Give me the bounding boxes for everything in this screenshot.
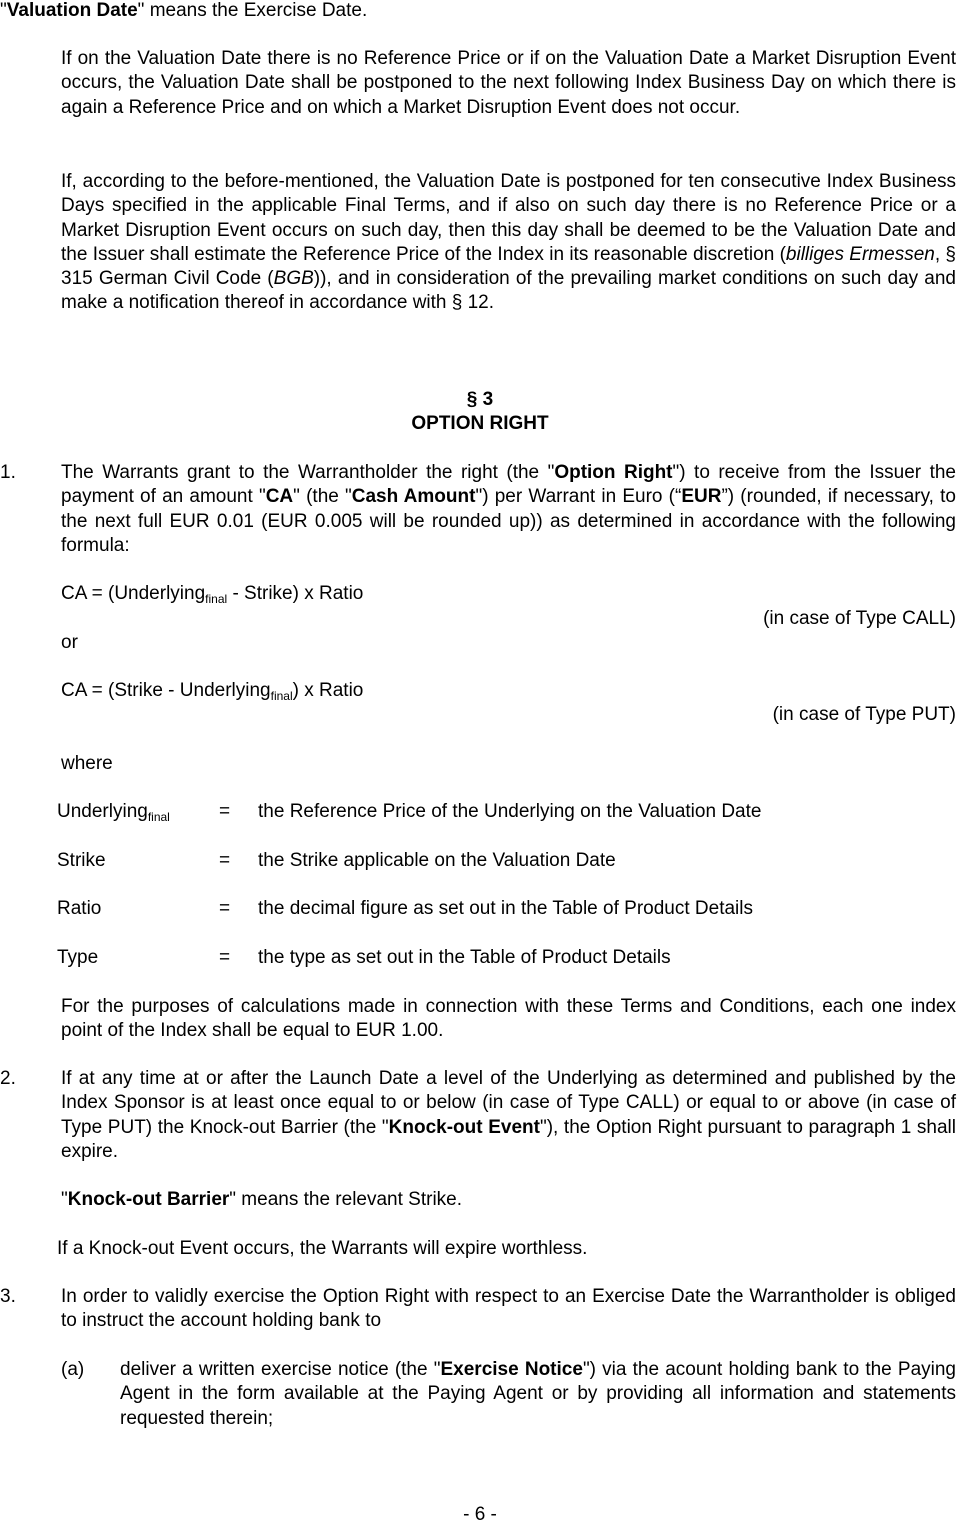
- item-2-text: [61, 1067, 956, 1164]
- item-2-t2: "), the Option Right pursuant to paragraph 1 shall expire.: [61, 1116, 956, 1162]
- def-term-underlying: [57, 800, 170, 824]
- worthless-sentence: If a Knock-out Event occurs, the Warrants will expire worthless.: [57, 1238, 588, 1259]
- def-term-type: Type: [57, 947, 99, 968]
- billiges-ermessen: billiges Ermessen: [785, 243, 935, 265]
- formula-call-sub: final: [205, 592, 228, 606]
- item-1-t3: " (the ": [293, 486, 352, 508]
- postponement-paragraph: If on the Valuation Date there is no Reference Price or if on the Valuation Date a Market Disruption Event occurs, the Valuation Date shall be postponed to the next following Index Business Day on which there is again a Reference Price and on which a Market Disruption Event does not occur.: [61, 48, 956, 118]
- def-text-strike: the Strike applicable on the Valuation Date: [258, 850, 616, 871]
- knock-out-event-term: Knock-out Event: [388, 1116, 540, 1138]
- cash-amount-term: Cash Amount: [351, 486, 476, 508]
- eur-term: EUR: [681, 486, 722, 508]
- bgb: BGB: [273, 268, 314, 290]
- def-term-underlying-text: Underlying: [57, 801, 148, 822]
- def-term-underlying-sub: final: [147, 810, 170, 824]
- def-eq-ratio: =: [219, 898, 231, 919]
- formula-put-sub: final: [270, 689, 293, 703]
- option-right-term: Option Right: [554, 462, 673, 483]
- item-3-text: In order to validly exercise the Option Right with respect to an Exercise Date the Warrantholder is obliged to instruct the account holding bank to: [61, 1286, 956, 1332]
- formula-put-post: ) x Ratio: [292, 680, 364, 701]
- page-number: - 6 -: [463, 1504, 497, 1525]
- item-3-number: 3.: [0, 1286, 16, 1307]
- item-1-number: 1.: [0, 462, 16, 483]
- item-2-t1: If at any time at or after the Launch Date a level of the Underlying as determined and published by the Index Sponsor is at least once equal to or below (in case of Type CALL) or equal to or above (in case of Type PUT) the Knock-out Barrier (the ": [61, 1068, 956, 1138]
- item-1-t2: ") to receive from the Issuer the payment of an amount ": [61, 462, 956, 508]
- item-3a-t2: ") via the acount holding bank to the Paying Agent in the form available at the Paying Agent or by providing all information and statements requested therein;: [120, 1359, 957, 1429]
- knock-out-barrier-text: " means the relevant Strike.: [229, 1189, 463, 1210]
- formula-or: or: [61, 632, 78, 653]
- formula-put-pre: CA = (Strike - Underlying: [61, 680, 271, 701]
- def-eq-underlying: =: [219, 801, 231, 822]
- ten-days-text-2: , § 315 German Civil Code (: [61, 243, 956, 290]
- valuation-date-text: means the Exercise Date.: [144, 0, 368, 21]
- valuation-date-term: Valuation Date: [6, 0, 138, 21]
- formula-call-post: - Strike) x Ratio: [227, 583, 364, 604]
- item-1-t4: ") per Warrant in Euro (“: [475, 486, 682, 508]
- item-1-t1: The Warrants grant to the Warrantholder the right (the ": [61, 462, 555, 483]
- def-term-strike: Strike: [57, 850, 106, 871]
- call-case: (in case of Type CALL): [763, 608, 956, 629]
- knock-out-barrier-term: Knock-out Barrier: [67, 1189, 230, 1210]
- put-case: (in case of Type PUT): [772, 704, 956, 725]
- formula-put: [61, 679, 363, 703]
- formula-where: where: [61, 753, 113, 774]
- index-point-paragraph: For the purposes of calculations made in connection with these Terms and Conditions, each one index point of the Index shall be equal to EUR 1.00.: [61, 996, 956, 1042]
- def-text-underlying: the Reference Price of the Underlying on the Valuation Date: [258, 801, 762, 822]
- formula-call-pre: CA = (Underlying: [61, 583, 206, 604]
- ca-term: CA: [265, 486, 294, 508]
- kob-quote: ": [61, 1189, 68, 1210]
- item-1-t5: ”) (rounded, if necessary, to the next full EUR 0.01 (EUR 0.005 will be rounded up)) as determined in accordance with the following formula:: [61, 486, 956, 556]
- knock-out-barrier-definition: [61, 1188, 462, 1212]
- ten-days-text-1: If, according to the before-mentioned, the Valuation Date is postponed for ten consecutive Index Business Days specified in the applicable Final Terms, and if also on such day there is no Reference Price or a Market Disruption Event occurs on such day, then this day shall be deemed to be the Valuation Date and the Issuer shall estimate the Reference Price of the Index in its reasonable discretion (: [61, 171, 956, 265]
- def-term-ratio: Ratio: [57, 898, 102, 919]
- item-2-number: 2.: [0, 1068, 16, 1089]
- def-eq-strike: =: [219, 850, 231, 871]
- ten-days-paragraph: [61, 170, 956, 316]
- item-1-text: [61, 461, 956, 558]
- section-title: OPTION RIGHT: [411, 413, 549, 434]
- item-3a-t1: deliver a written exercise notice (the ": [120, 1359, 441, 1380]
- def-eq-type: =: [219, 947, 231, 968]
- def-text-ratio: the decimal figure as set out in the Table of Product Details: [258, 898, 753, 919]
- valuation-date-definition: "Valuation Date" means the Exercise Date.: [0, 0, 368, 21]
- item-3a-text: [120, 1358, 956, 1431]
- section-number: § 3: [466, 389, 494, 410]
- formula-call: [61, 582, 363, 606]
- def-text-type: the type as set out in the Table of Product Details: [258, 947, 671, 968]
- item-3a-number: (a): [61, 1359, 85, 1380]
- exercise-notice-term: Exercise Notice: [440, 1359, 583, 1380]
- ten-days-text-3: )), and in consideration of the prevailing market conditions on such day and make a notification thereof in accordance with § 12.: [61, 268, 956, 314]
